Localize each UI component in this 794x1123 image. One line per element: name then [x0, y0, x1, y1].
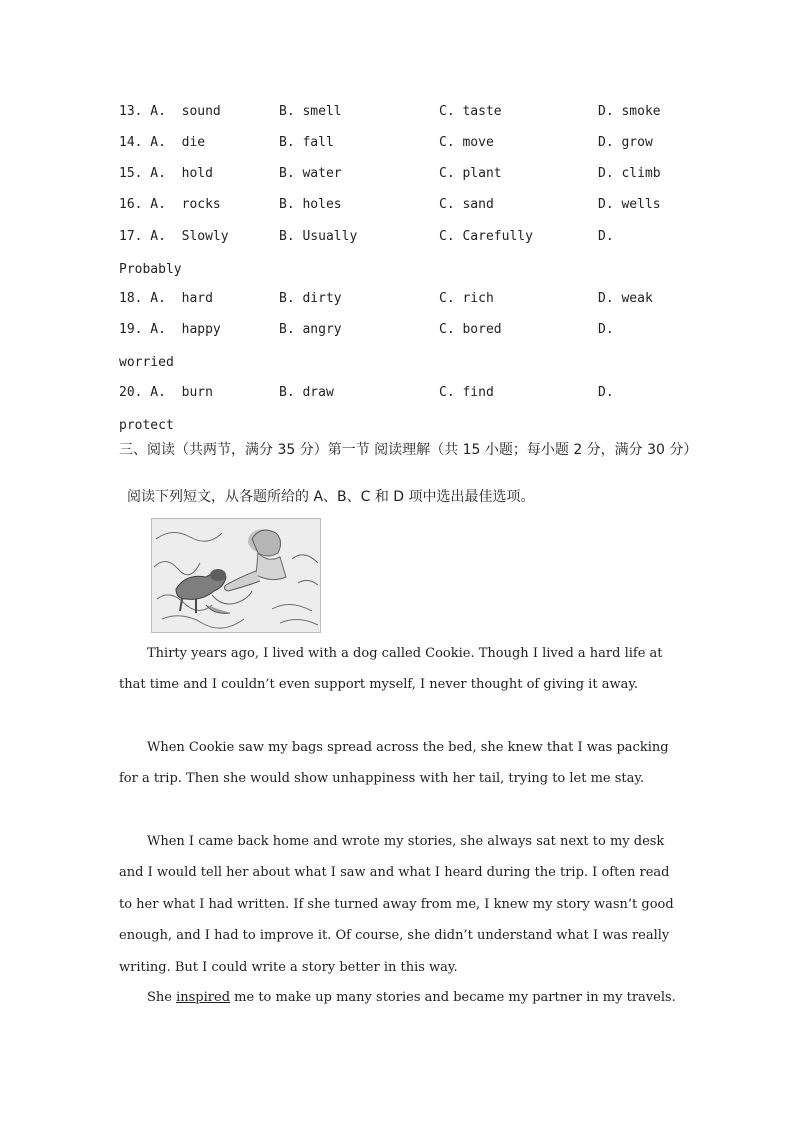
- underlined-word: inspired: [176, 990, 231, 1005]
- option-b: B. draw: [279, 385, 334, 400]
- question-row-14: [119, 133, 689, 153]
- option-b: B. Usually: [279, 229, 358, 244]
- passage-paragraph-3: When I came back home and wrote my stories, she always sat next to my desk and I would tell her about what I saw and what I heard during the trip. I often read to her what I had written. If she turned away from me, I knew my story wasn’t good enough, and I had to improve it. Of course, she didn’t understand what I was really writing. But I could write a story better in this way.: [119, 834, 674, 975]
- question-row-16: [119, 195, 689, 215]
- option-c: C. move: [439, 135, 494, 150]
- option-d: D.: [598, 229, 614, 244]
- option-d: D. wells: [598, 197, 661, 212]
- section-header: 三、阅读（共两节，满分 35 分）第一节 阅读理解（共 15 小题；每小题 2 分，满分 30 分）: [119, 442, 698, 458]
- reading-instruction: 阅读下列短文，从各题所给的 A、B、C 和 D 项中选出最佳选项。: [127, 489, 535, 505]
- option-b: B. smell: [279, 104, 342, 119]
- option-c: C. sand: [439, 197, 494, 212]
- question-number: 14. A. die: [119, 135, 206, 150]
- option-c: C. rich: [439, 291, 494, 306]
- option-c: C. plant: [439, 166, 502, 181]
- passage-paragraph-2: When Cookie saw my bags spread across the bed, she knew that I was packing for a trip. Then she would show unhappiness with her tail, trying to let me stay.: [119, 740, 669, 787]
- question-number: 13. A. sound: [119, 104, 221, 119]
- passage-paragraph-4: She inspired me to make up many stories and became my partner in my travels.: [147, 990, 676, 1005]
- option-b: B. fall: [279, 135, 334, 150]
- question-row-13: [119, 102, 689, 122]
- question-number: 17. A. Slowly: [119, 229, 229, 244]
- option-d: D. grow: [598, 135, 653, 150]
- question-number: 15. A. hold: [119, 166, 213, 181]
- passage-paragraph-1: Thirty years ago, I lived with a dog called Cookie. Though I lived a hard life at that time and I couldn’t even support myself, I never thought of giving it away.: [119, 646, 663, 693]
- option-b: B. angry: [279, 322, 342, 337]
- option-d: D. climb: [598, 166, 661, 181]
- question-number: 16. A. rocks: [119, 197, 221, 212]
- question-row-19: [119, 320, 689, 340]
- option-d: D.: [598, 322, 614, 337]
- option-b: B. holes: [279, 197, 342, 212]
- question-number: 19. A. happy: [119, 322, 221, 337]
- option-c: C. find: [439, 385, 494, 400]
- question-row-17: [119, 227, 689, 247]
- option-d: D.: [598, 385, 614, 400]
- option-b: B. dirty: [279, 291, 342, 306]
- option-d: D. weak: [598, 291, 653, 306]
- question-number: 20. A. burn: [119, 385, 213, 400]
- question-number: 18. A. hard: [119, 291, 213, 306]
- option-c: C. bored: [439, 322, 502, 337]
- option-c: C. Carefully: [439, 229, 533, 244]
- question-row-20: [119, 383, 689, 403]
- option-c: C. taste: [439, 104, 502, 119]
- option-d-wrapped: protect: [119, 418, 174, 433]
- question-row-18: [119, 289, 689, 309]
- question-row-15: [119, 164, 689, 184]
- option-d-wrapped: Probably: [119, 262, 182, 277]
- option-d-wrapped: worried: [119, 355, 174, 370]
- option-b: B. water: [279, 166, 342, 181]
- passage-illustration: [151, 518, 321, 633]
- option-d: D. smoke: [598, 104, 661, 119]
